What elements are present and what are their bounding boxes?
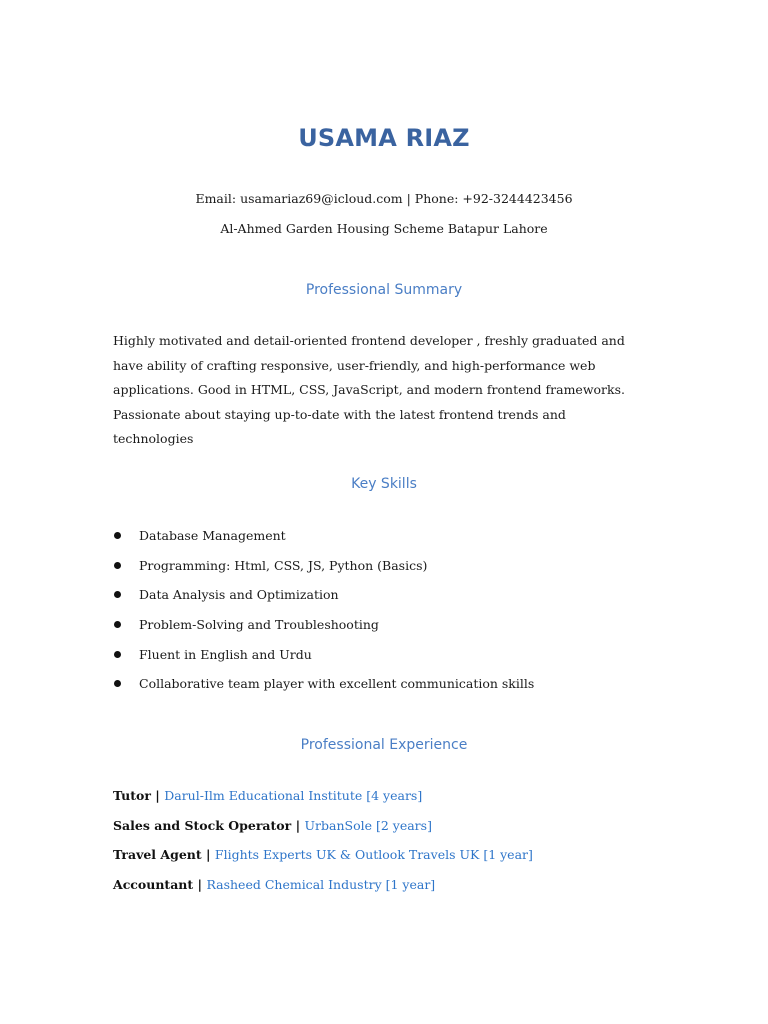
separator: | bbox=[291, 817, 305, 833]
job-role: Travel Agent bbox=[113, 847, 206, 862]
experience-item bbox=[113, 875, 713, 905]
skill-item bbox=[113, 585, 673, 615]
job-role: Sales and Stock Operator bbox=[113, 817, 292, 833]
skill-text: Fluent in English and Urdu bbox=[139, 646, 312, 662]
job-organization: Rasheed Chemical Industry [1 year] bbox=[206, 876, 436, 892]
experience-title: Professional Experience bbox=[300, 737, 468, 753]
experience-item bbox=[113, 816, 713, 846]
address-line: Al-Ahmed Garden Housing Scheme Batapur Lahore bbox=[220, 221, 548, 236]
separator: | bbox=[150, 788, 165, 803]
experience-list bbox=[113, 786, 713, 904]
bullet-icon bbox=[114, 680, 121, 687]
skill-item bbox=[113, 674, 673, 704]
job-organization: Flights Experts UK & Outlook Travels UK [1 year] bbox=[214, 847, 533, 862]
bullet-icon bbox=[114, 532, 121, 539]
bullet-icon bbox=[114, 591, 121, 598]
summary-title: Professional Summary bbox=[305, 282, 463, 298]
skill-item bbox=[113, 645, 673, 675]
summary-text: Highly motivated and detail-oriented frontend developer , freshly graduated and have ability of crafting responsive, user-friendly, and high-performance web applications. Good in HTML, CSS, JavaScript, and modern frontend frameworks. Passionate about staying up-to-date with the latest frontend trends and technologies bbox=[113, 333, 625, 446]
job-organization: Darul-Ilm Educational Institute [4 years] bbox=[164, 788, 423, 803]
skill-text: Database Management bbox=[139, 528, 286, 543]
skills-title: Key Skills bbox=[351, 476, 417, 492]
candidate-name: USAMA RIAZ bbox=[298, 124, 470, 152]
bullet-icon bbox=[114, 562, 121, 569]
bullet-icon bbox=[114, 621, 121, 628]
skill-item bbox=[113, 556, 673, 586]
skills-list bbox=[113, 526, 673, 704]
skill-text: Problem-Solving and Troubleshooting bbox=[139, 617, 379, 633]
bullet-icon bbox=[114, 651, 121, 658]
separator: | bbox=[206, 847, 215, 862]
job-organization: UrbanSole [2 years] bbox=[304, 817, 432, 833]
job-role: Accountant bbox=[113, 876, 194, 892]
separator: | bbox=[193, 876, 207, 892]
skill-text: Data Analysis and Optimization bbox=[139, 587, 339, 603]
skill-text: Programming: Html, CSS, JS, Python (Basics) bbox=[139, 557, 428, 573]
contact-line: Email: usamariaz69@icloud.com | Phone: +92-3244423456 bbox=[195, 191, 573, 206]
skill-text: Collaborative team player with excellent communication skills bbox=[139, 676, 535, 692]
job-role: Tutor bbox=[113, 788, 151, 803]
experience-item bbox=[113, 786, 713, 816]
experience-item bbox=[113, 845, 713, 875]
skill-item bbox=[113, 526, 673, 556]
skill-item bbox=[113, 615, 673, 645]
